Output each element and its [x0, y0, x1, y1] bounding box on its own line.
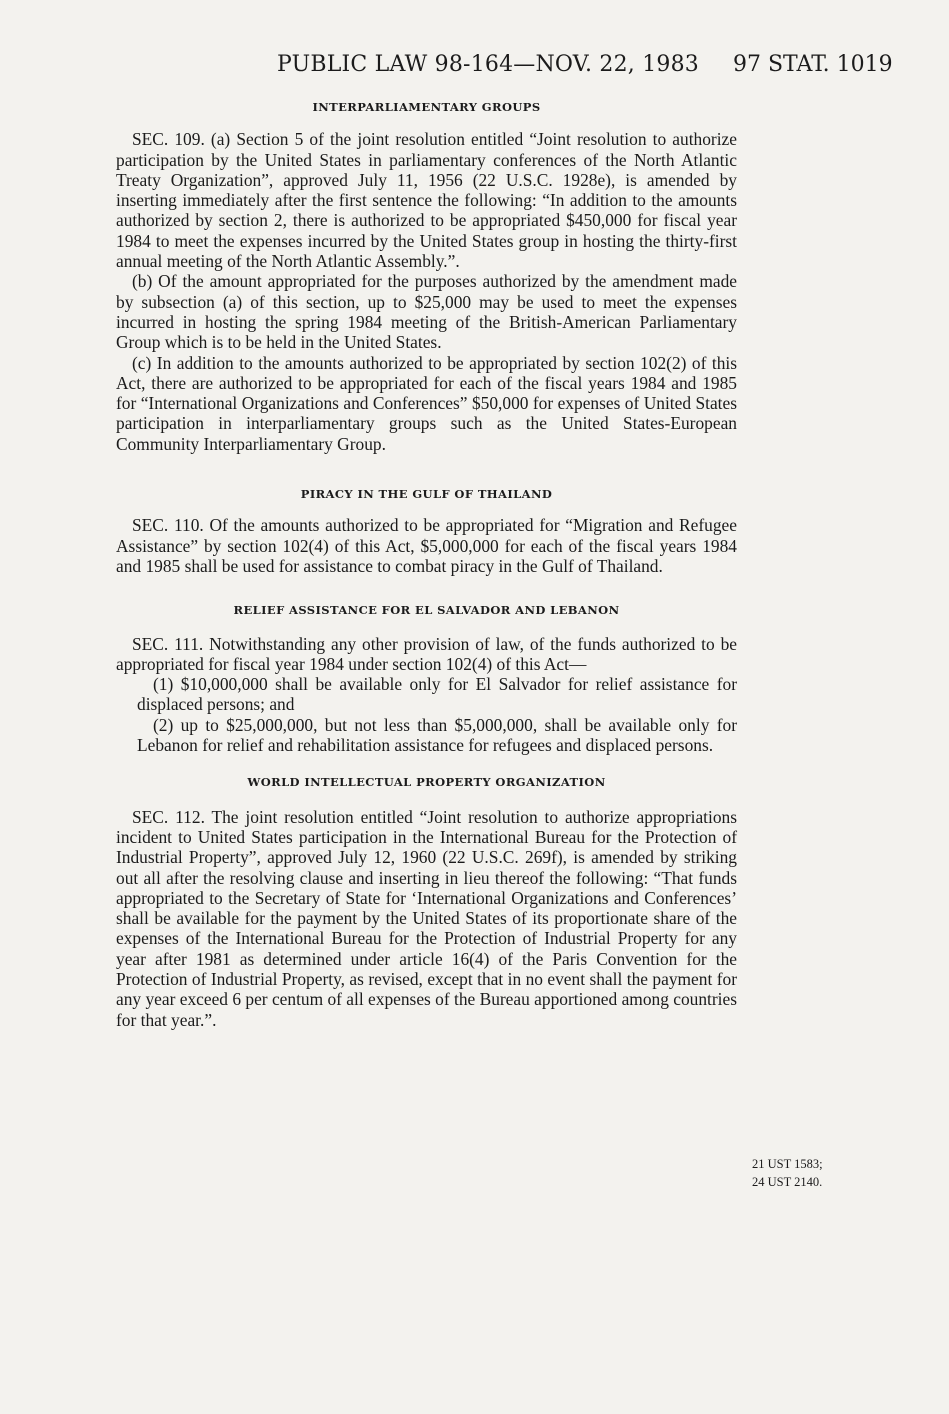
section-112	[116, 772, 737, 1030]
paragraph: (b) Of the amount appropriated for the purposes authorized by the amendment made by subsection (a) of this section, up to $25,000 may be used to meet the expenses incurred in hosting the spring 1984 meeting of the British-American Parliamentary Group which is to be held in the United States.	[116, 271, 737, 353]
list-item: (1) $10,000,000 shall be available only for El Salvador for relief assistance for displaced persons; and	[137, 674, 737, 715]
margin-citation-line: 21 UST 1583;	[752, 1157, 823, 1171]
running-header-stat: 97 STAT. 1019	[733, 52, 893, 77]
running-header-title: PUBLIC LAW 98-164—NOV. 22, 1983	[277, 52, 699, 77]
margin-citation	[752, 1155, 823, 1191]
paragraph: SEC. 110. Of the amounts authorized to be appropriated for “Migration and Refugee Assistance” by section 102(4) of this Act, $5,000,000 for each of the fiscal years 1984 and 1985 shall be used for assistance to combat piracy in the Gulf of Thailand.	[116, 515, 737, 576]
paragraph: SEC. 109. (a) Section 5 of the joint resolution entitled “Joint resolution to authorize participation by the United States in parliamentary conferences of the North Atlantic Treaty Organization”, approved July 11, 1956 (22 U.S.C. 1928e), is amended by inserting immediately after the first sentence the following: “In addition to the amounts authorized by section 2, there is authorized to be appropriated $450,000 for fiscal year 1984 to meet the expenses incurred by the United States group in hosting the thirty-first annual meeting of the North Atlantic Assembly.”.	[116, 129, 737, 272]
section-heading: INTERPARLIAMENTARY GROUPS	[312, 100, 541, 114]
paragraph: (c) In addition to the amounts authorized to be appropriated by section 102(2) of this Act, there are authorized to be appropriated for each of the fiscal years 1984 and 1985 for “International Organizations and Conferences” $50,000 for expenses of United States participation in interparliamentary groups such as the United States-European Community Interparliamentary Group.	[116, 352, 737, 454]
list-item: (2) up to $25,000,000, but not less than $5,000,000, shall be available only for Lebanon for relief and rehabilitation assistance for refugees and displaced persons.	[137, 714, 737, 756]
section-110	[116, 484, 737, 576]
body-text	[116, 97, 737, 1030]
section-heading: RELIEF ASSISTANCE FOR EL SALVADOR AND LEBANON	[233, 603, 620, 618]
paragraph: SEC. 111. Notwithstanding any other provision of law, of the funds authorized to be appropriated for fiscal year 1984 under section 102(4) of this Act—	[116, 633, 737, 674]
paragraph: SEC. 112. The joint resolution entitled “Joint resolution to authorize appropriations incident to United States participation in the International Bureau for the Protection of Industrial Property”, approved July 12, 1960 (22 U.S.C. 269f), is amended by striking out all after the resolving clause and inserting in lieu thereof the following: “That funds appropriated to the Secretary of State for ‘International Organizations and Conferences’ shall be available for the payment by the United States of its proportionate share of the expenses of the International Bureau for the Protection of Industrial Property for any year after 1981 as determined under article 16(4) of the Paris Convention for the Protection of Industrial Property, as revised, except that in no event shall the payment for any year exceed 6 per centum of all expenses of the Bureau apportioned among countries for that year.”.	[116, 806, 737, 1030]
section-109	[116, 97, 737, 454]
section-heading: PIRACY IN THE GULF OF THAILAND	[300, 487, 553, 502]
section-heading: WORLD INTELLECTUAL PROPERTY ORGANIZATION	[247, 775, 606, 790]
margin-citation-line: 24 UST 2140.	[752, 1175, 823, 1189]
section-111	[116, 600, 737, 755]
